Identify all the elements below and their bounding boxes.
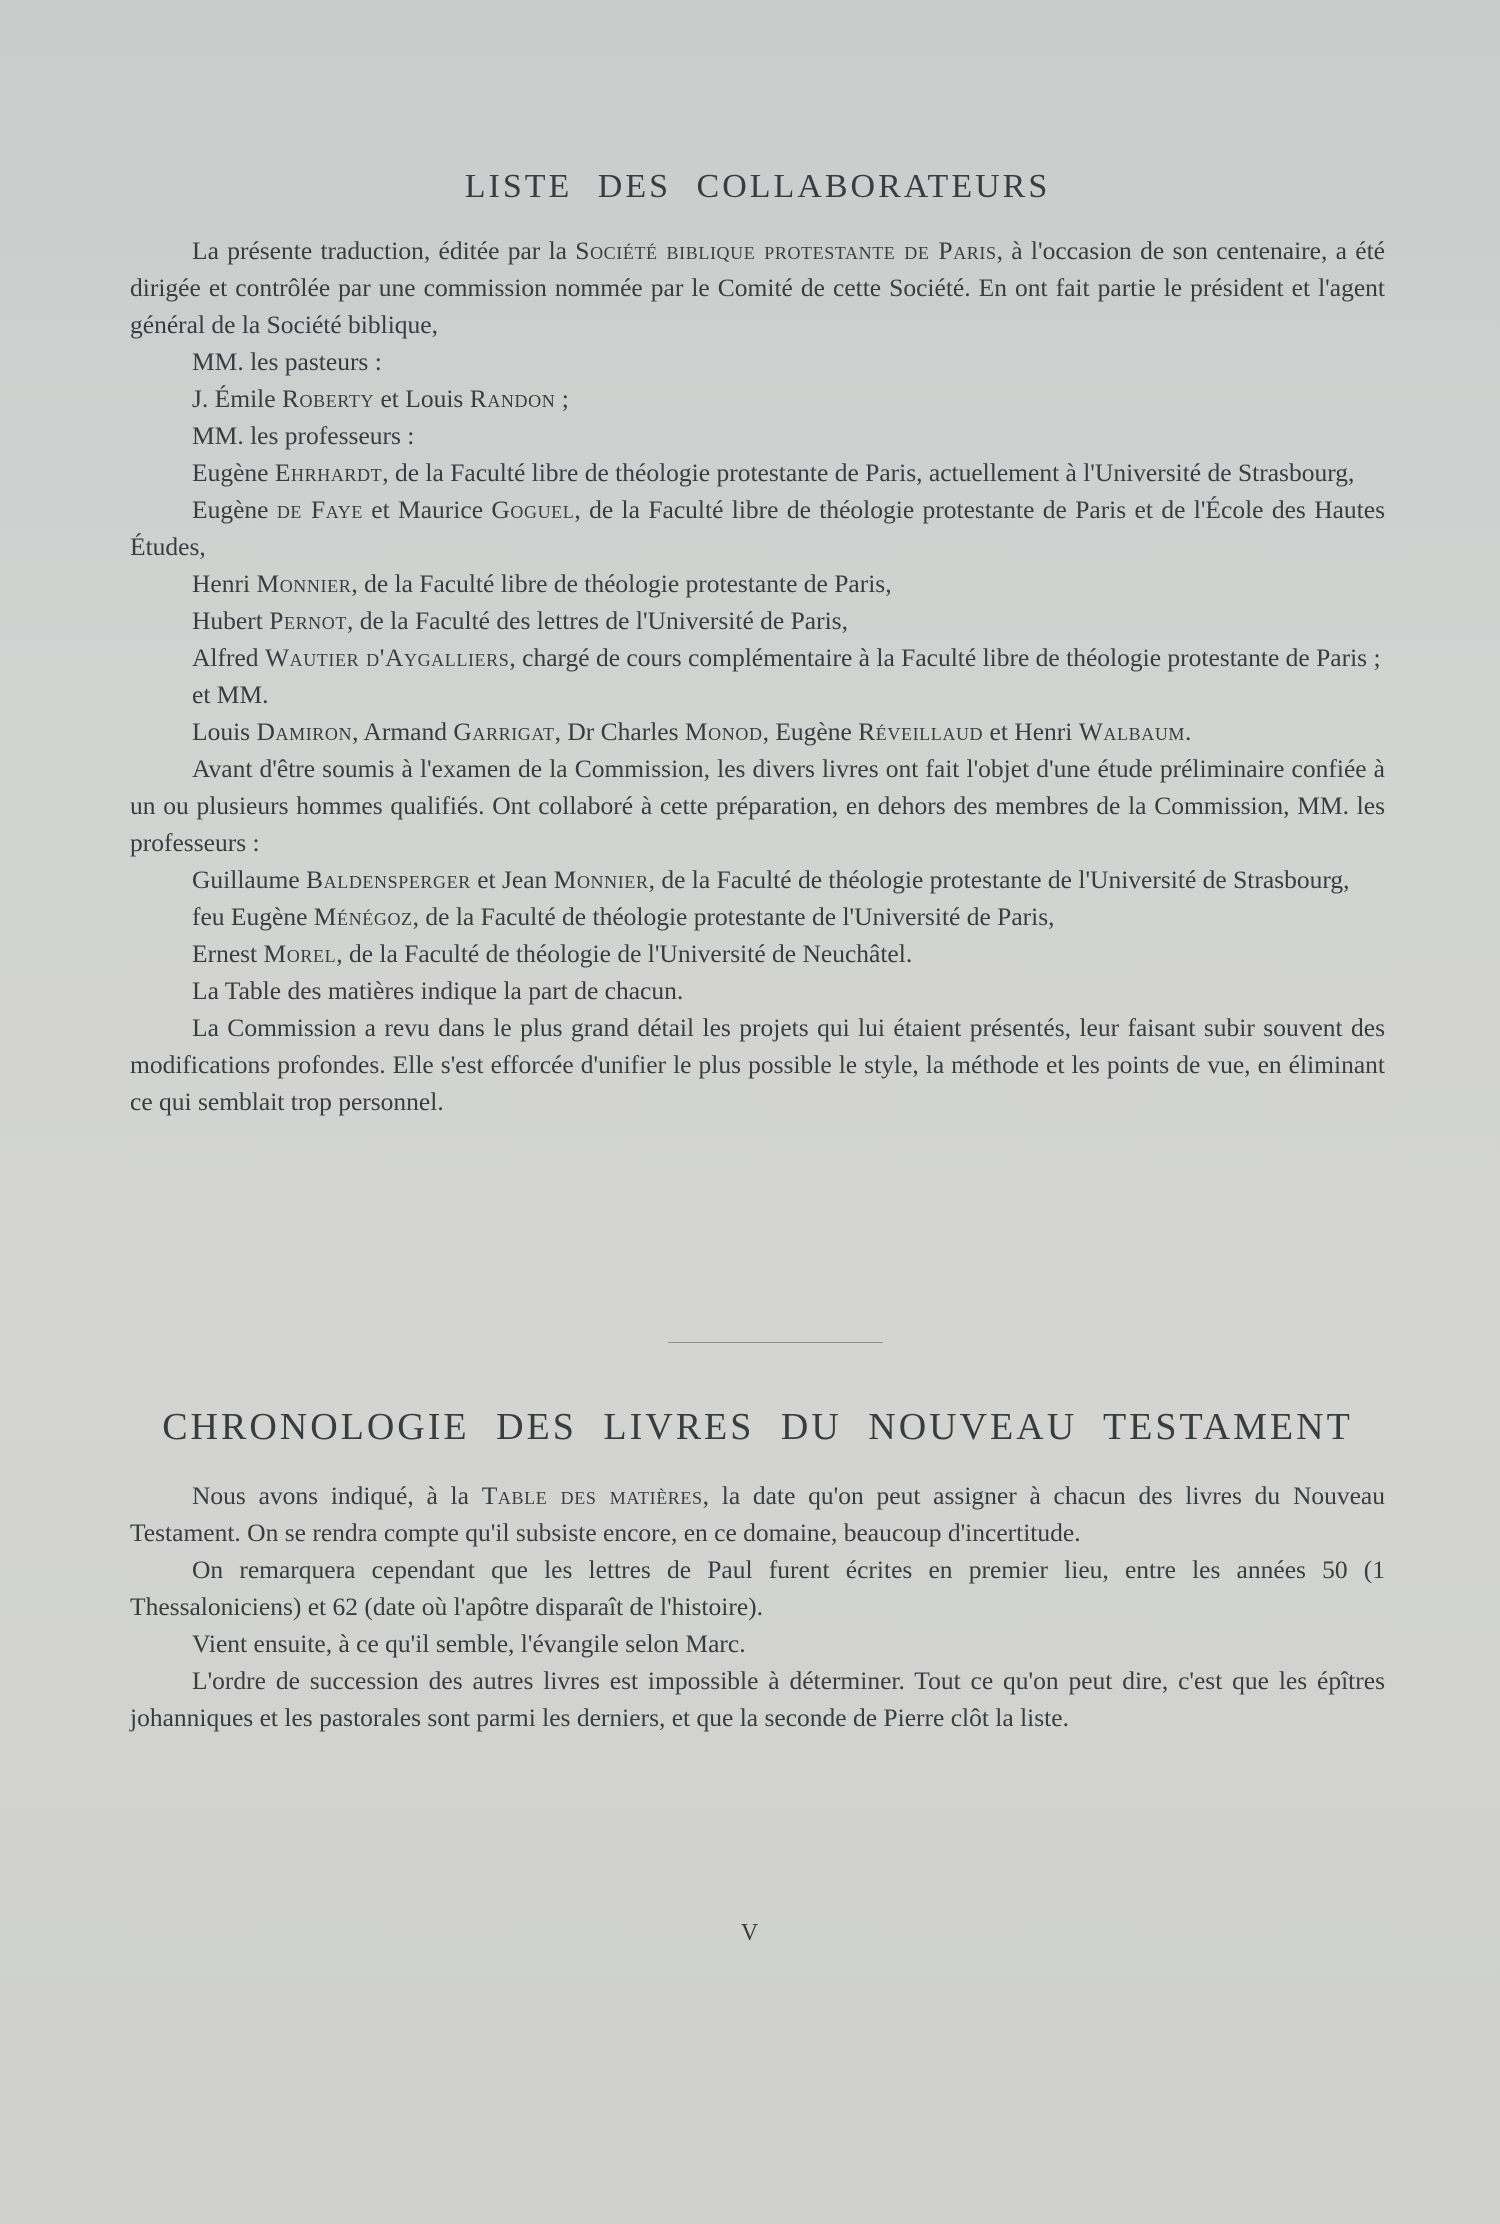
surname: Réveillaud [858,717,984,746]
name-text: et Henri [983,717,1079,746]
name-text: Louis [192,717,257,746]
surname: Goguel [491,495,575,524]
intro-text: , à l'occasion de son centenaire, a été dirigée et contrôlée par une commission nommée par le Comité de cette Société. En ont fait partie le président et l'agent général de la Société biblique, [130,236,1385,339]
chronology-section [130,1405,1385,1736]
surname: Monnier [256,569,352,598]
preliminary-study-paragraph: Avant d'être soumis à l'examen de la Commission, les divers livres ont fait l'objet d'une étude préliminaire confiée à un ou plusieurs hommes qualifiés. Ont collaboré à cette préparation, en dehors des membres de la Commission, MM. les professeurs : [130,754,1385,857]
chronology-paragraph: L'ordre de succession des autres livres est impossible à déterminer. Tout ce qu'on peut dire, c'est que les épîtres johanniques et les pastorales sont parmi les derniers, et que la seconde de Pierre clôt la liste. [130,1666,1385,1732]
table-note: La Table des matières indique la part de chacun. [192,976,684,1005]
name-text: , Dr Charles [554,717,685,746]
affiliation-text: , de la Faculté libre de théologie protestante de Paris, [351,569,892,598]
table-reference: Table des matières [481,1481,703,1510]
surname: Monnier [553,865,649,894]
name-text: , Eugène [762,717,859,746]
body-text: , la date qu'on peut assigner à chacun des livres du Nouveau Testament. On se rendra compte qu'il subsiste encore, en ce domaine, beaucoup d'incertitude. [130,1481,1385,1547]
surname: Wautier d'Aygalliers [264,643,510,672]
et-mm-heading: et MM. [192,680,269,709]
affiliation-text: , de la Faculté libre de théologie protestante de Paris et de l'École des Hautes Études, [130,495,1386,561]
surname: Baldensperger [306,865,471,894]
name-text: Alfred [192,643,265,672]
professor-entry [130,602,1385,639]
surname: Ménégoz [313,902,413,931]
professor-entry [130,454,1385,491]
chronology-paragraph: On remarquera cependant que les lettres de Paul furent écrites en premier lieu, entre les années 50 (1 Thessaloniciens) et 62 (date où l'apôtre disparaît de l'histoire). [130,1555,1385,1621]
surname: Roberty [281,384,375,413]
professor-entry [130,565,1385,602]
name-text: . [1185,717,1192,746]
contributor-entry [130,898,1385,935]
professor-entry [130,639,1385,676]
affiliation-text: , de la Faculté des lettres de l'Université de Paris, [346,606,848,635]
affiliation-text: , chargé de cours complémentaire à la Faculté libre de théologie protestante de Paris ; [509,643,1381,672]
name-text: et Louis [374,384,470,413]
chronology-paragraph [130,1477,1385,1551]
name-text: feu Eugène [192,902,314,931]
name-text: Guillaume [192,865,307,894]
name-text: et Maurice [362,495,492,524]
surname: Garrigat [453,717,555,746]
surname: Morel [263,939,337,968]
commission-paragraph: La Commission a revu dans le plus grand détail les projets qui lui étaient présentés, leur faisant subir souvent des modifications profondes. Elle s'est efforcée d'unifier le plus possible le style, la méthode et les points de vue, en éliminant ce qui semblait trop personnel. [130,1013,1385,1116]
surname: Pernot [269,606,347,635]
name-text: Henri [192,569,257,598]
surname: Randon [469,384,556,413]
contributor-entry [130,861,1385,898]
pasteurs-heading: MM. les pasteurs : [192,347,382,376]
affiliation-text: , de la Faculté de théologie protestante de l'Université de Strasbourg, [648,865,1350,894]
affiliation-text: , de la Faculté de théologie protestante de l'Université de Paris, [412,902,1055,931]
contributor-entry [130,935,1385,972]
intro-paragraph [130,232,1385,343]
intro-text: La présente traduction, éditée par la [192,236,576,265]
surname: de Faye [276,495,363,524]
name-text: ; [555,384,569,413]
page-number: V [740,1920,760,1946]
other-members [130,713,1385,750]
name-text: J. Émile [192,384,282,413]
collaborators-title: LISTE DES COLLABORATEURS [464,168,1051,205]
surname: Ehrhardt [274,458,383,487]
name-text: , Armand [352,717,454,746]
surname: Damiron [256,717,353,746]
surname: Walbaum [1078,717,1186,746]
body-text: Nous avons indiqué, à la [192,1481,482,1510]
affiliation-text: , de la Faculté libre de théologie protestante de Paris, actuellement à l'Université de Strasbourg, [382,458,1355,487]
pasteurs-names [130,380,1385,417]
professor-entry [130,491,1385,565]
society-name: Société biblique protestante de Paris [575,236,997,265]
collaborators-section [130,168,1385,1120]
professeurs-heading: MM. les professeurs : [192,421,415,450]
chronology-title: CHRONOLOGIE DES LIVRES DU NOUVEAU TESTAMENT [162,1406,1353,1448]
name-text: Hubert [192,606,270,635]
name-text: Eugène [192,495,277,524]
name-text: Ernest [192,939,264,968]
surname: Monod [684,717,763,746]
name-text: Eugène [192,458,275,487]
section-divider [668,1342,883,1343]
affiliation-text: , de la Faculté de théologie de l'Université de Neuchâtel. [336,939,913,968]
chronology-paragraph: Vient ensuite, à ce qu'il semble, l'évangile selon Marc. [192,1629,746,1658]
name-text: et Jean [470,865,554,894]
